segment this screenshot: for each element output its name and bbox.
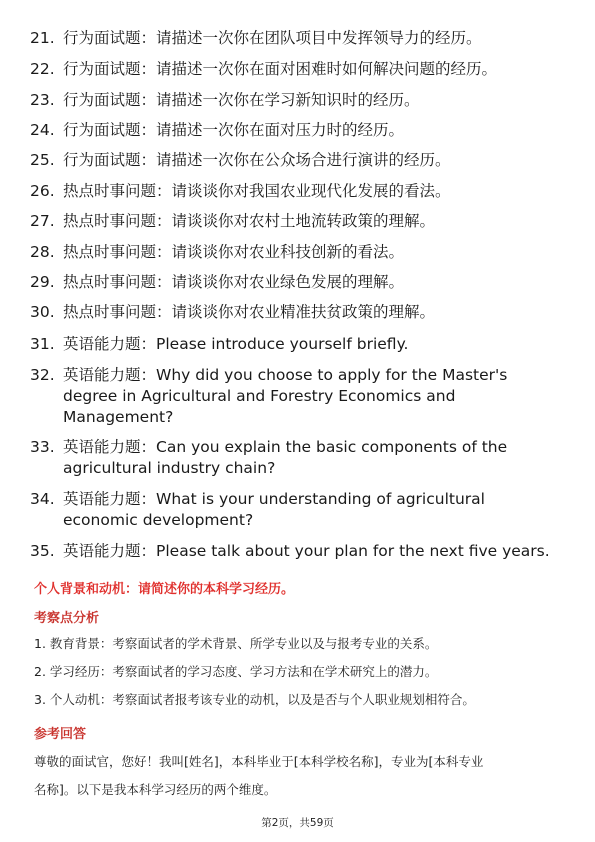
question-34 (30, 489, 485, 529)
question-text: 热点时事问题：请谈谈你对我国农业现代化发展的看法。 (63, 182, 451, 200)
question-22 (30, 59, 498, 80)
question-text: 热点时事问题：请谈谈你对农村土地流转政策的理解。 (63, 212, 436, 230)
question-31 (30, 334, 409, 355)
question-text: 行为面试题：请描述一次你在面对压力时的经历。 (63, 121, 405, 139)
question-number: 29. (30, 273, 55, 291)
question-number: 33. (30, 438, 55, 456)
question-text: 热点时事问题：请谈谈你对农业绿色发展的理解。 (63, 273, 405, 291)
analysis-title: 考察点分析 (34, 611, 100, 626)
question-26 (30, 181, 451, 202)
question-28 (30, 242, 405, 263)
question-29 (30, 272, 405, 293)
question-text: 行为面试题：请描述一次你在学习新知识时的经历。 (63, 91, 420, 109)
analysis-point: 2. 学习经历：考察面试者的学习态度、学习方法和在学术研究上的潜力。 (34, 664, 438, 679)
page-footer: 第2页，共59页 (261, 817, 334, 829)
question-number: 30. (30, 303, 55, 321)
answer-paragraph-line: 尊敬的面试官，您好！我叫[姓名]，本科毕业于[本科学校名称]，专业为[本科专业 (34, 754, 484, 769)
question-text: 热点时事问题：请谈谈你对农业精准扶贫政策的理解。 (63, 303, 436, 321)
question-35 (30, 541, 550, 562)
question-33 (30, 437, 508, 477)
question-text: 英语能力题：Please introduce yourself briefly. (63, 335, 409, 353)
question-text: 热点时事问题：请谈谈你对农业科技创新的看法。 (63, 243, 405, 261)
analysis-point: 3. 个人动机：考察面试者报考该专业的动机，以及是否与个人职业规划相符合。 (34, 692, 475, 707)
answer-title: 参考回答 (34, 727, 87, 742)
question-number: 34. (30, 490, 55, 508)
question-text: 英语能力题：Why did you choose to apply for the Master's (63, 366, 508, 384)
answer-paragraph-line: 名称]。以下是我本科学习经历的两个维度。 (34, 782, 277, 797)
question-number: 28. (30, 243, 55, 261)
question-text: 英语能力题：Can you explain the basic components of the (63, 438, 508, 456)
question-number: 22. (30, 60, 55, 78)
question-text: 行为面试题：请描述一次你在团队项目中发挥领导力的经历。 (63, 29, 482, 47)
section-title: 个人背景和动机：请简述你的本科学习经历。 (34, 582, 295, 597)
question-number: 27. (30, 212, 55, 230)
question-23 (30, 90, 420, 111)
question-text-cont: Management? (63, 408, 174, 426)
question-text: 英语能力题：What is your understanding of agricultural (63, 490, 485, 508)
question-32 (30, 365, 508, 426)
question-text: 英语能力题：Please talk about your plan for the next five years. (63, 542, 550, 560)
question-24 (30, 120, 405, 141)
question-text-cont: economic development? (63, 511, 254, 529)
analysis-point: 1. 教育背景：考察面试者的学术背景、所学专业以及与报考专业的关系。 (34, 636, 438, 651)
question-text-cont: agricultural industry chain? (63, 459, 276, 477)
question-number: 23. (30, 91, 55, 109)
question-text: 行为面试题：请描述一次你在公众场合进行演讲的经历。 (63, 151, 451, 169)
question-text: 行为面试题：请描述一次你在面对困难时如何解决问题的经历。 (63, 60, 498, 78)
question-number: 32. (30, 366, 55, 384)
question-number: 24. (30, 121, 55, 139)
question-25 (30, 150, 451, 171)
question-number: 21. (30, 29, 55, 47)
question-number: 35. (30, 542, 55, 560)
question-30 (30, 302, 436, 323)
question-number: 26. (30, 182, 55, 200)
question-number: 31. (30, 335, 55, 353)
question-27 (30, 211, 436, 232)
question-text-cont: degree in Agricultural and Forestry Economics and (63, 387, 456, 405)
question-number: 25. (30, 151, 55, 169)
question-21 (30, 28, 482, 49)
